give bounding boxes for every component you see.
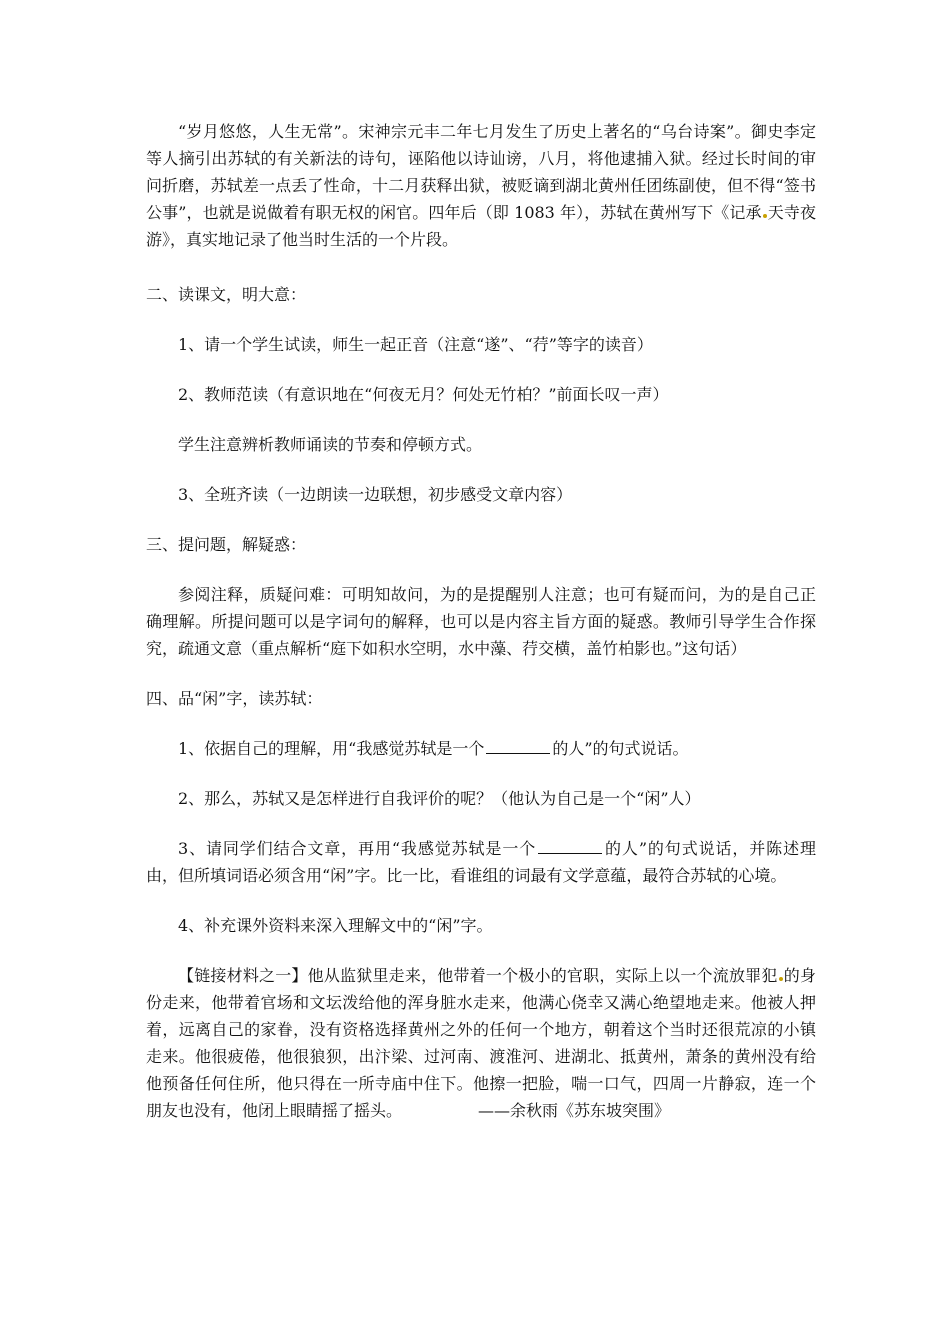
intro-paragraph <box>146 118 816 253</box>
document-page <box>146 118 816 1124</box>
section4-item-3-text-end: 的人”的句式说话，并陈述理由，但所填词语必须含用“闲”字。比一比，看谁组的词最有文学意蕴，最符合苏轼的心境。 <box>146 839 816 885</box>
section4-item-3 <box>146 835 816 889</box>
fill-in-blank <box>486 737 550 754</box>
section4-item-1 <box>146 735 816 762</box>
section4-item-1-text: 1、依据自己的理解，用“我感觉苏轼是一个 <box>178 739 485 758</box>
section-heading-3: 三、提问题，解疑惑： <box>146 535 307 554</box>
section2-item-1: 1、请一个学生试读，师生一起正音（注意“遂”、“荇”等字的读音） <box>178 335 653 354</box>
intro-text: “岁月悠悠，人生无常”。宋神宗元丰二年七月发生了历史上著名的“乌台诗案”。御史李定等人摘引出苏轼的有关新法的诗句，诬陷他以诗讪谤，八月，将他逮捕入狱。经过长时间的审问折磨，苏轼差一点丢了性命，十二月获释出狱，被贬谪到湖北黄州任团练副使，但不得“签书公事”，也就是说做着有职无权的闲官。四年后（即 1083 年），苏轼在黄州写下《记承 <box>146 122 816 222</box>
material-text-continued: 的身份走来，他带着官场和文坛泼给他的浑身脏水走来，他满心侥幸又满心绝望地走来。他被人押着，远离自己的家眷，没有资格选择黄州之外的任何一个地方，朝着这个当时还很荒凉的小镇走来。他很疲倦，他很狼狈，出汴梁、过河南、渡淮河、进湖北、抵黄州，萧条的黄州没有给他预备任何住所，他只得在一所寺庙中住下。他擦一把脸，喘一口气，四周一片静寂，连一个朋友也没有，他闭上眼睛摇了摇头。 <box>146 966 816 1120</box>
section-heading-4: 四、品“闲”字，读苏轼： <box>146 689 323 708</box>
section3-body: 参阅注释，质疑问难：可明知故问，为的是提醒别人注意；也可有疑而问，为的是自己正确理解。所提问题可以是字词句的解释，也可以是内容主旨方面的疑惑。教师引导学生合作探究，疏通文意（重点解析“庭下如积水空明，水中藻、荇交横，盖竹柏影也。”这句话） <box>146 585 816 658</box>
section2-item-2-note: 学生注意辨析教师诵读的节奏和停顿方式。 <box>178 435 483 454</box>
section2-item-2: 2、教师范读（有意识地在“何夜无月？何处无竹柏？”前面长叹一声） <box>178 385 669 404</box>
decorative-dot <box>763 214 767 218</box>
section4-item-4: 4、补充课外资料来深入理解文中的“闲”字。 <box>178 916 493 935</box>
section4-item-2: 2、那么，苏轼又是怎样进行自我评价的呢？（他认为自己是一个“闲”人） <box>178 789 701 808</box>
linked-material-paragraph <box>146 962 816 1124</box>
intro-text-continued: 天寺夜游》，真实地记录了他当时生活的一个片段。 <box>146 203 816 249</box>
section4-item-3-text: 3、请同学们结合文章，再用“我感觉苏轼是一个 <box>178 839 537 858</box>
material-source: ——余秋雨《苏东坡突围》 <box>478 1101 671 1120</box>
section2-item-3: 3、全班齐读（一边朗读一边联想，初步感受文章内容） <box>178 485 573 504</box>
material-text: 【链接材料之一】他从监狱里走来，他带着一个极小的官职，实际上以一个流放罪犯 <box>178 966 778 985</box>
decorative-dot <box>779 977 783 981</box>
fill-in-blank <box>538 837 602 854</box>
section4-item-1-text-end: 的人”的句式说话。 <box>552 739 689 758</box>
section-heading-2: 二、读课文，明大意： <box>146 285 307 304</box>
